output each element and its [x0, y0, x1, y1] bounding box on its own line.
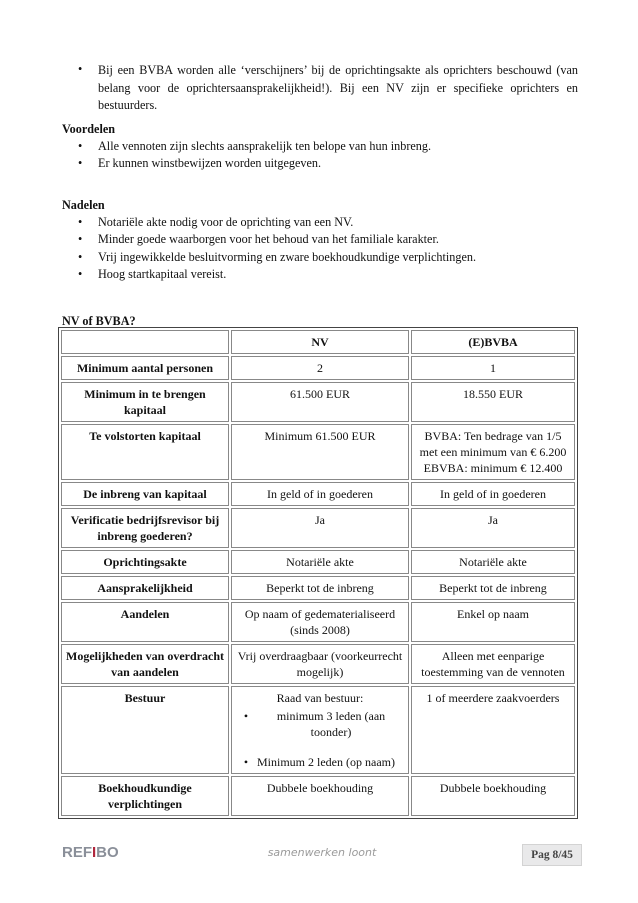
list-item: • Minimum 2 leden (op naam): [235, 754, 405, 770]
table-title: NV of BVBA?: [62, 314, 136, 328]
nadelen-heading: Nadelen: [62, 198, 105, 212]
cell-nv: Beperkt tot de inbreng: [231, 576, 409, 600]
table-row: [61, 644, 575, 684]
table-row: [61, 602, 575, 642]
row-label: Aandelen: [61, 602, 229, 642]
cell-bvba: Ja: [411, 508, 575, 548]
intro-text: Bij een BVBA worden alle ‘verschijners’ bij de oprichtingsakte als oprichters beschouwd (van belang voor de oprichtersaansprakelijkheid!). Bij een NV zijn er specifieke oprichters en bestuurders.: [98, 63, 578, 112]
cell-nv: 61.500 EUR: [231, 382, 409, 422]
cell-nv: Op naam of gedematerialiseerd (sinds 2008): [231, 602, 409, 642]
bullet-icon: •: [78, 232, 83, 247]
page-number: Pag 8/45: [522, 844, 582, 866]
row-label: Verificatie bedrijfsrevisor bij inbreng goederen?: [61, 508, 229, 548]
bullet-icon: •: [243, 755, 249, 769]
cell-bvba: Beperkt tot de inbreng: [411, 576, 575, 600]
table-row: [61, 382, 575, 422]
cell-bvba: 1: [411, 356, 575, 380]
row-label: De inbreng van kapitaal: [61, 482, 229, 506]
list-item: • Vrij ingewikkelde besluitvorming en zware boekhoudkundige verplichtingen.: [78, 249, 582, 266]
row-label: Minimum in te brengen kapitaal: [61, 382, 229, 422]
row-label: Bestuur: [61, 686, 229, 774]
cell-nv: 2: [231, 356, 409, 380]
list-item: • Notariële akte nodig voor de oprichting van een NV.: [78, 214, 582, 231]
row-label: Mogelijkheden van overdracht van aandelen: [61, 644, 229, 684]
slogan: samenwerken loont: [267, 846, 377, 859]
list-item: • Alle vennoten zijn slechts aansprakelijk ten belope van hun inbreng.: [78, 138, 582, 155]
bullet-icon: •: [78, 266, 83, 281]
row-label: Oprichtingsakte: [61, 550, 229, 574]
header-bvba: (E)BVBA: [411, 330, 575, 354]
cell-nv: Dubbele boekhouding: [231, 776, 409, 816]
table-row: [61, 482, 575, 506]
list-item: • Er kunnen winstbewijzen worden uitgegeven.: [78, 155, 582, 172]
header-nv: NV: [231, 330, 409, 354]
row-label: Minimum aantal personen: [61, 356, 229, 380]
cell-bvba: In geld of in goederen: [411, 482, 575, 506]
voordelen-section: [62, 121, 582, 173]
comparison-table: [58, 327, 578, 819]
cell-bvba: Dubbele boekhouding: [411, 776, 575, 816]
bullet-icon: •: [78, 215, 83, 229]
voordelen-heading: Voordelen: [62, 122, 116, 136]
cell-bvba: 18.550 EUR: [411, 382, 575, 422]
cell-bvba: Alleen met eenparige toestemming van de vennoten: [411, 644, 575, 684]
cell-nv: In geld of in goederen: [231, 482, 409, 506]
cell-nv: [231, 686, 409, 774]
bullet-icon: •: [78, 62, 83, 76]
list-item: • Hoog startkapitaal vereist.: [78, 266, 582, 283]
bestuur-lead: Raad van bestuur:: [276, 691, 364, 705]
nadelen-section: [62, 197, 582, 283]
list-item: • minimum 3 leden (aan toonder): [235, 708, 405, 740]
cell-nv: Minimum 61.500 EUR: [231, 424, 409, 480]
cell-bvba: Notariële akte: [411, 550, 575, 574]
table-row: [61, 550, 575, 574]
cell-nv: Notariële akte: [231, 550, 409, 574]
row-label: Boekhoudkundige verplichtingen: [61, 776, 229, 816]
table-row: [61, 576, 575, 600]
bullet-icon: •: [243, 709, 249, 723]
table-row: [61, 508, 575, 548]
bullet-icon: •: [78, 156, 83, 171]
refibo-logo: REFIBO: [62, 844, 119, 861]
table-header-row: [61, 330, 575, 354]
cell-nv: Ja: [231, 508, 409, 548]
bullet-icon: •: [78, 249, 83, 264]
intro-paragraph: [78, 62, 578, 115]
row-label: Te volstorten kapitaal: [61, 424, 229, 480]
cell-bvba: Enkel op naam: [411, 602, 575, 642]
header-empty: [61, 330, 229, 354]
row-label: Aansprakelijkheid: [61, 576, 229, 600]
table-row: [61, 424, 575, 480]
table-row: [61, 776, 575, 816]
cell-bvba: 1 of meerdere zaakvoerders: [411, 686, 575, 774]
page-footer: [62, 842, 582, 868]
cell-nv: Vrij overdraagbaar (voorkeurrecht mogelijk): [231, 644, 409, 684]
list-item: • Minder goede waarborgen voor het behoud van het familiale karakter.: [78, 231, 582, 248]
cell-bvba: BVBA: Ten bedrage van 1/5 met een minimum van € 6.200 EBVBA: minimum € 12.400: [411, 424, 575, 480]
table-row-bestuur: [61, 686, 575, 774]
table-row: [61, 356, 575, 380]
bullet-icon: •: [78, 139, 83, 153]
